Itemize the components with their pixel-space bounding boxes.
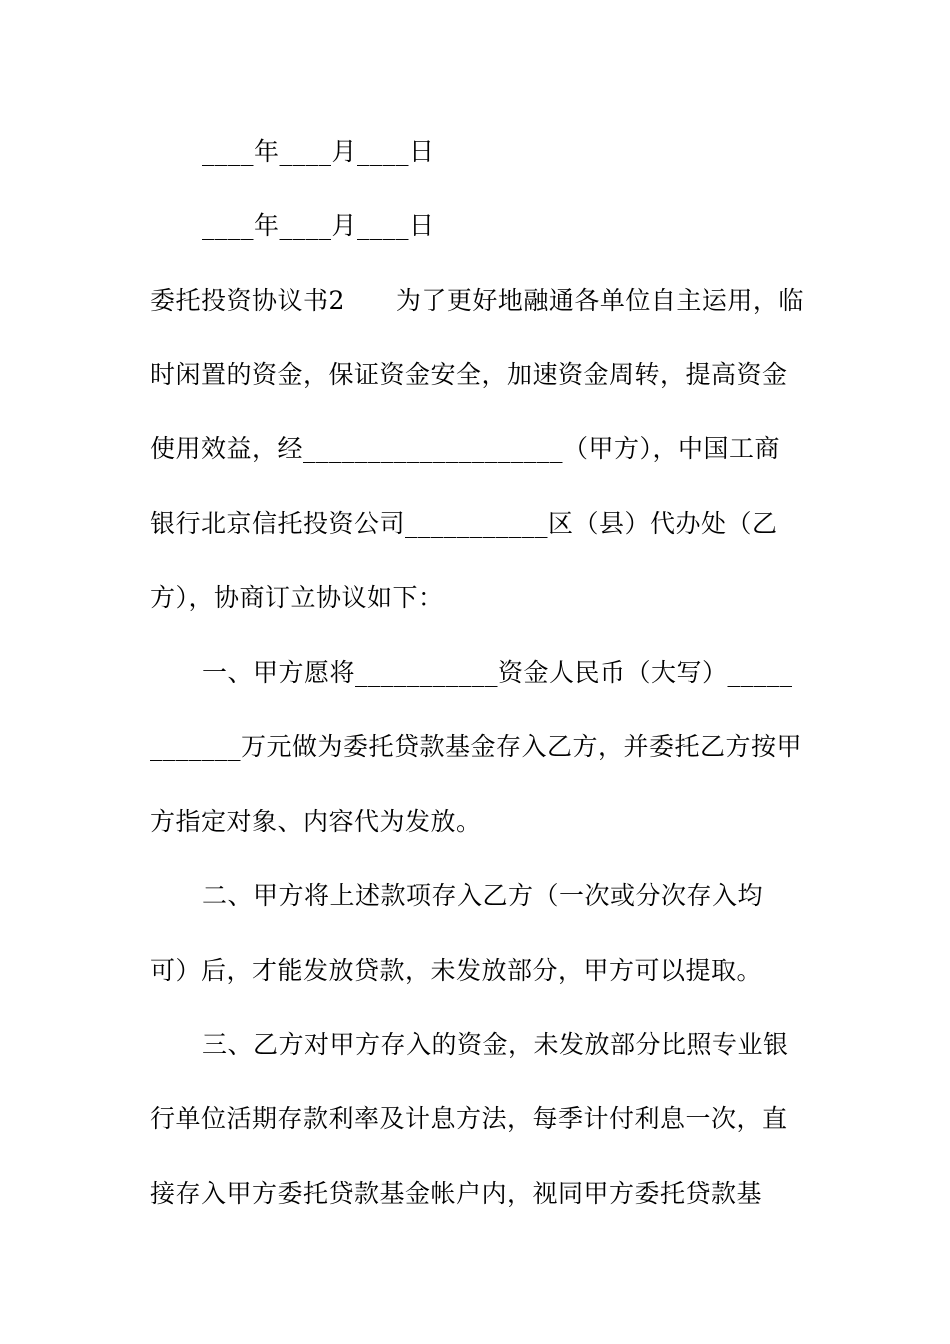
date-line-2: ____年____月____日 <box>202 211 435 240</box>
clause-three-line: 三、乙方对甲方存入的资金，未发放部分比照专业银 <box>202 1030 789 1059</box>
paragraph-line: 方），协商订立协议如下： <box>150 583 444 612</box>
clause-one-line: 一、甲方愿将___________资金人民币（大写）_____ <box>202 658 793 687</box>
paragraph-line: 银行北京信托投资公司___________区（县）代办处（乙 <box>150 509 778 538</box>
paragraph-line: 时闲置的资金，保证资金安全，加速资金周转，提高资金 <box>150 360 788 389</box>
paragraph-line: 行单位活期存款利率及计息方法，每季计付利息一次，直 <box>150 1104 788 1133</box>
date-line-1: ____年____月____日 <box>202 137 435 166</box>
paragraph-line: 使用效益，经____________________（甲方），中国工商 <box>150 434 781 463</box>
paragraph-line: _______万元做为委托贷款基金存入乙方，并委托乙方按甲 <box>150 732 803 761</box>
paragraph-line: 方指定对象、内容代为发放。 <box>150 807 482 836</box>
clause-two-line: 二、甲方将上述款项存入乙方（一次或分次存入均 <box>202 881 764 910</box>
paragraph-line: 委托投资协议书2 为了更好地融通各单位自主运用，临 <box>150 286 804 315</box>
paragraph-line: 接存入甲方委托贷款基金帐户内，视同甲方委托贷款基 <box>150 1179 763 1208</box>
paragraph-line: 可）后，才能发放贷款，未发放部分，甲方可以提取。 <box>150 956 763 985</box>
